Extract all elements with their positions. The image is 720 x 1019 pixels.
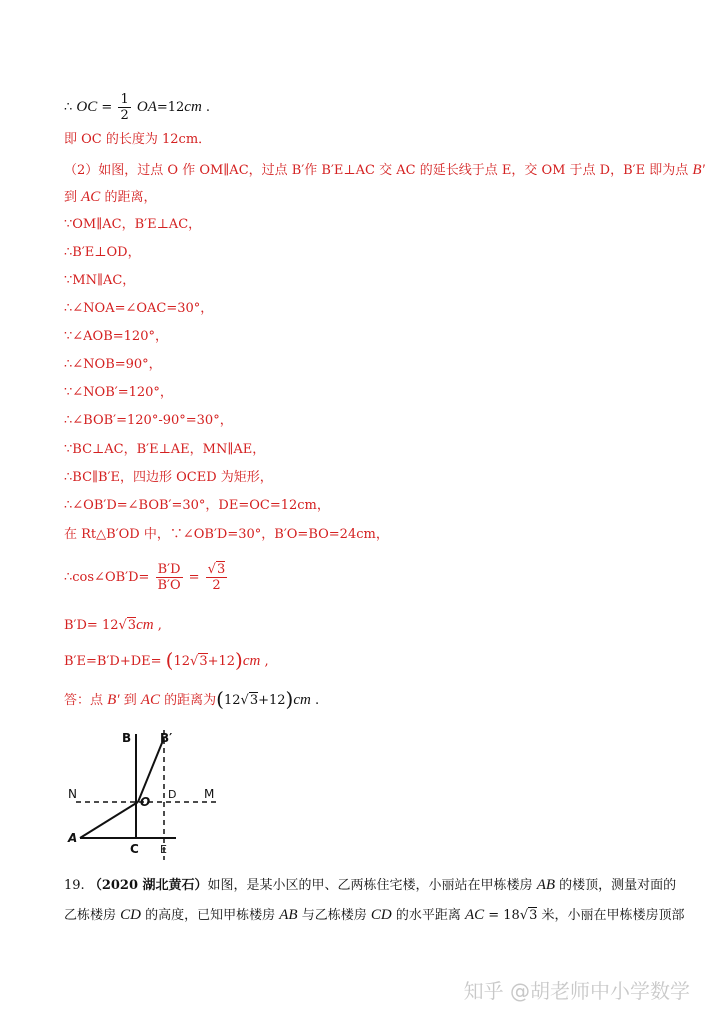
line-oc-result: ∴ OC = $\frac{1}{2}$ OA=12cm . [64,92,211,123]
line-distance-def: 到 AC 的距离， [64,189,157,205]
proof-step-7: ∵∠NOB′=120°， [64,385,173,400]
proof-step-5: ∵∠AOB=120°， [64,329,168,344]
line-ob-prime [138,738,164,802]
label-e: E [160,843,167,856]
proof-bd-value: B′D= 12√3cm , [64,617,162,633]
proof-step-2: ∴B′E⊥OD， [64,245,141,260]
proof-be-value: B′E=B′D+DE= (12√3+12)cm , [64,648,269,672]
fraction-bd-bo: $\frac{B'D}{B'O}$ [157,562,181,593]
line-construction: （2）如图，过点 O 作 OM∥AC，过点 B′作 B′E⊥AC 交 AC 的延长线于点 E，交 OM 于点 D，B′E 即为点 B′ [64,162,705,178]
proof-step-3: ∵MN∥AC， [64,273,136,288]
question-19-line-1: 19. （2020 湖北黄石）如图，是某小区的甲、乙两栋住宅楼，小丽站在甲栋楼房 AB 的楼顶，测量对面的 [64,877,677,893]
label-b: B [122,731,132,745]
fraction-root3-half: $\frac{√3}{2}$ [207,562,226,593]
question-19-line-2: 乙栋楼房 CD 的高度，已知甲栋楼房 AB 与乙栋楼房 CD 的水平距离 AC = 18√3 米，小丽在甲栋楼房顶部 [64,907,685,923]
label-o: O [140,795,151,809]
geometry-diagram [64,720,234,868]
label-c: C [130,842,139,856]
answer-line: 答：点 B′ 到 AC 的距离为(12√3+12)cm . [64,687,320,711]
proof-step-9: ∵BC⊥AC，B′E⊥AE，MN∥AE， [64,442,266,457]
proof-step-12: 在 Rt△B′OD 中，∵∠OB′D=30°，B′O=BO=24cm， [64,527,389,542]
fraction-half: $\frac{1}{2}$ [120,92,129,123]
label-a: A [68,831,78,845]
proof-step-11: ∴∠OB′D=∠BOB′=30°，DE=OC=12cm， [64,498,330,513]
line-oc-length: 即 OC 的长度为 12cm． [64,132,212,147]
label-m: M [204,787,215,801]
label-d: D [168,788,177,801]
label-b-prime: B′ [160,731,173,745]
proof-step-6: ∴∠NOB=90°， [64,357,162,372]
proof-cos-step: ∴cos∠OB′D= $\frac{B'D}{B'O}$ = $\frac{√3}{2}$ [64,562,226,593]
line-ao [80,802,138,838]
proof-step-10: ∴BC∥B′E，四边形 OCED 为矩形， [64,470,273,485]
zhihu-watermark: 知乎 @胡老师中小学数学 [463,979,690,1003]
proof-step-8: ∴∠BOB′=120°-90°=30°， [64,413,233,428]
proof-step-4: ∴∠NOA=∠OAC=30°， [64,301,214,316]
label-n: N [68,787,77,801]
proof-step-1: ∵OM∥AC，B′E⊥AC， [64,217,202,232]
